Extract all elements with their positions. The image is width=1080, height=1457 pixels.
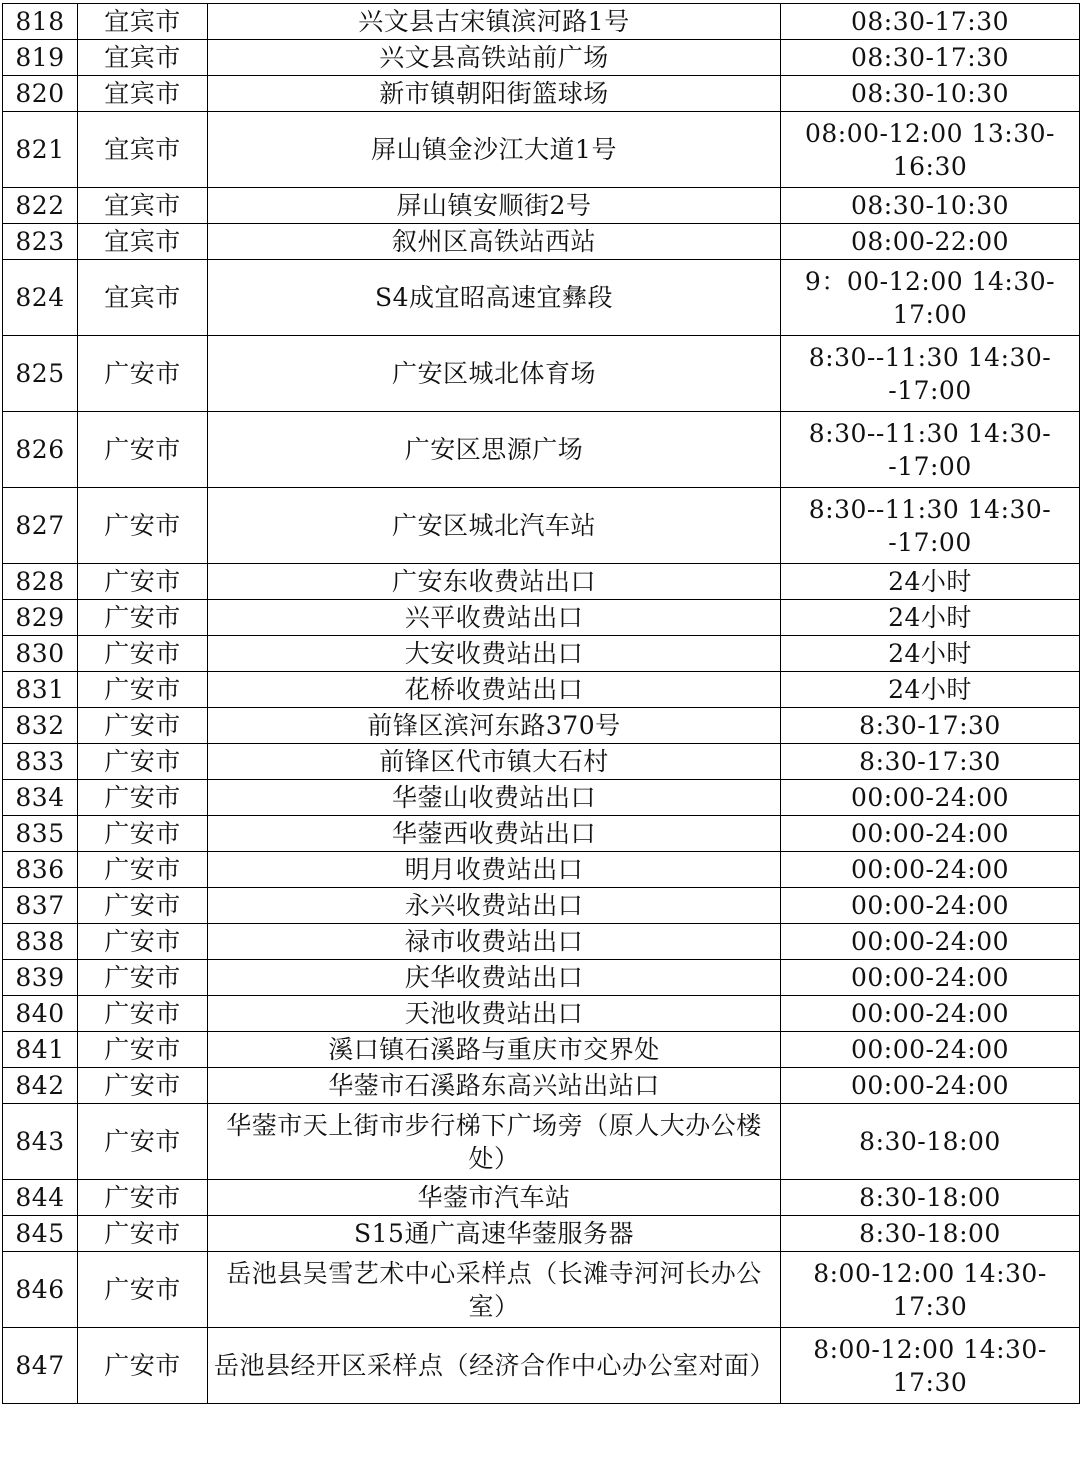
table-row	[3, 224, 1080, 260]
table-row	[3, 1216, 1080, 1252]
site-cell: 屏山镇金沙江大道1号	[208, 112, 781, 188]
site-cell: 广安区思源广场	[208, 412, 781, 488]
table-row	[3, 960, 1080, 996]
table-row	[3, 708, 1080, 744]
table-row	[3, 888, 1080, 924]
hours-cell: 00:00-24:00	[781, 852, 1080, 888]
city-cell: 广安市	[78, 1252, 208, 1328]
row-number-cell: 830	[3, 636, 78, 672]
hours-cell: 08:30-17:30	[781, 4, 1080, 40]
city-cell: 广安市	[78, 488, 208, 564]
city-cell: 广安市	[78, 636, 208, 672]
hours-cell: 8:30-18:00	[781, 1216, 1080, 1252]
row-number-cell: 820	[3, 76, 78, 112]
hours-cell: 08:00-22:00	[781, 224, 1080, 260]
site-cell: 新市镇朝阳街篮球场	[208, 76, 781, 112]
site-cell: 大安收费站出口	[208, 636, 781, 672]
row-number-cell: 840	[3, 996, 78, 1032]
city-cell: 宜宾市	[78, 188, 208, 224]
city-cell: 广安市	[78, 960, 208, 996]
row-number-cell: 846	[3, 1252, 78, 1328]
row-number-cell: 844	[3, 1180, 78, 1216]
row-number-cell: 823	[3, 224, 78, 260]
table-row	[3, 1328, 1080, 1404]
site-cell: 岳池县吴雪艺术中心采样点（长滩寺河河长办公室）	[208, 1252, 781, 1328]
city-cell: 广安市	[78, 600, 208, 636]
hours-cell: 24小时	[781, 672, 1080, 708]
site-cell: 兴平收费站出口	[208, 600, 781, 636]
site-cell: 溪口镇石溪路与重庆市交界处	[208, 1032, 781, 1068]
table-row	[3, 564, 1080, 600]
hours-cell: 00:00-24:00	[781, 1032, 1080, 1068]
city-cell: 广安市	[78, 412, 208, 488]
table-row	[3, 816, 1080, 852]
site-cell: 禄市收费站出口	[208, 924, 781, 960]
row-number-cell: 843	[3, 1104, 78, 1180]
site-cell: 明月收费站出口	[208, 852, 781, 888]
table-row	[3, 4, 1080, 40]
row-number-cell: 847	[3, 1328, 78, 1404]
hours-cell: 00:00-24:00	[781, 888, 1080, 924]
city-cell: 广安市	[78, 1068, 208, 1104]
hours-cell: 24小时	[781, 564, 1080, 600]
row-number-cell: 822	[3, 188, 78, 224]
site-cell: 兴文县高铁站前广场	[208, 40, 781, 76]
row-number-cell: 841	[3, 1032, 78, 1068]
table-row	[3, 76, 1080, 112]
table-row	[3, 1104, 1080, 1180]
table-row	[3, 188, 1080, 224]
table-row	[3, 1032, 1080, 1068]
hours-cell: 00:00-24:00	[781, 996, 1080, 1032]
table-row	[3, 996, 1080, 1032]
city-cell: 广安市	[78, 1180, 208, 1216]
city-cell: 宜宾市	[78, 112, 208, 188]
hours-cell: 24小时	[781, 636, 1080, 672]
hours-cell: 00:00-24:00	[781, 960, 1080, 996]
hours-cell: 8:30--11:30 14:30--17:00	[781, 336, 1080, 412]
row-number-cell: 832	[3, 708, 78, 744]
row-number-cell: 836	[3, 852, 78, 888]
hours-cell: 00:00-24:00	[781, 924, 1080, 960]
hours-cell: 08:30-10:30	[781, 188, 1080, 224]
hours-cell: 8:00-12:00 14:30-17:30	[781, 1328, 1080, 1404]
row-number-cell: 835	[3, 816, 78, 852]
site-cell: 兴文县古宋镇滨河路1号	[208, 4, 781, 40]
hours-cell: 00:00-24:00	[781, 780, 1080, 816]
row-number-cell: 825	[3, 336, 78, 412]
row-number-cell: 824	[3, 260, 78, 336]
sampling-sites-table	[2, 3, 1080, 1404]
site-cell: 屏山镇安顺街2号	[208, 188, 781, 224]
hours-cell: 8:30-18:00	[781, 1180, 1080, 1216]
site-cell: 华蓥市汽车站	[208, 1180, 781, 1216]
table-row	[3, 852, 1080, 888]
hours-cell: 08:00-12:00 13:30-16:30	[781, 112, 1080, 188]
hours-cell: 24小时	[781, 600, 1080, 636]
table-row	[3, 40, 1080, 76]
hours-cell: 9：00-12:00 14:30-17:00	[781, 260, 1080, 336]
city-cell: 广安市	[78, 1104, 208, 1180]
hours-cell: 8:30--11:30 14:30--17:00	[781, 412, 1080, 488]
city-cell: 广安市	[78, 744, 208, 780]
row-number-cell: 826	[3, 412, 78, 488]
table-row	[3, 744, 1080, 780]
site-cell: 广安区城北体育场	[208, 336, 781, 412]
hours-cell: 00:00-24:00	[781, 1068, 1080, 1104]
table-row	[3, 600, 1080, 636]
city-cell: 宜宾市	[78, 224, 208, 260]
hours-cell: 8:30-18:00	[781, 1104, 1080, 1180]
hours-cell: 00:00-24:00	[781, 816, 1080, 852]
city-cell: 宜宾市	[78, 260, 208, 336]
site-cell: S15通广高速华蓥服务器	[208, 1216, 781, 1252]
table-row	[3, 780, 1080, 816]
city-cell: 广安市	[78, 816, 208, 852]
site-cell: 广安区城北汽车站	[208, 488, 781, 564]
site-cell: 华蓥山收费站出口	[208, 780, 781, 816]
table-row	[3, 112, 1080, 188]
row-number-cell: 842	[3, 1068, 78, 1104]
city-cell: 广安市	[78, 888, 208, 924]
site-cell: 叙州区高铁站西站	[208, 224, 781, 260]
row-number-cell: 833	[3, 744, 78, 780]
city-cell: 广安市	[78, 336, 208, 412]
hours-cell: 8:30-17:30	[781, 708, 1080, 744]
city-cell: 广安市	[78, 996, 208, 1032]
hours-cell: 08:30-17:30	[781, 40, 1080, 76]
table-row	[3, 336, 1080, 412]
site-cell: 前锋区滨河东路370号	[208, 708, 781, 744]
table-row	[3, 412, 1080, 488]
hours-cell: 8:00-12:00 14:30-17:30	[781, 1252, 1080, 1328]
site-cell: S4成宜昭高速宜彝段	[208, 260, 781, 336]
city-cell: 广安市	[78, 852, 208, 888]
table-row	[3, 672, 1080, 708]
table-row	[3, 488, 1080, 564]
city-cell: 广安市	[78, 1328, 208, 1404]
table-row	[3, 1068, 1080, 1104]
row-number-cell: 845	[3, 1216, 78, 1252]
table-body	[3, 4, 1080, 1404]
city-cell: 广安市	[78, 564, 208, 600]
table-row	[3, 1252, 1080, 1328]
table-row	[3, 260, 1080, 336]
site-cell: 岳池县经开区采样点（经济合作中心办公室对面）	[208, 1328, 781, 1404]
row-number-cell: 839	[3, 960, 78, 996]
row-number-cell: 821	[3, 112, 78, 188]
row-number-cell: 838	[3, 924, 78, 960]
row-number-cell: 828	[3, 564, 78, 600]
row-number-cell: 837	[3, 888, 78, 924]
table-row	[3, 636, 1080, 672]
city-cell: 宜宾市	[78, 4, 208, 40]
city-cell: 广安市	[78, 672, 208, 708]
row-number-cell: 831	[3, 672, 78, 708]
city-cell: 宜宾市	[78, 40, 208, 76]
site-cell: 华蓥西收费站出口	[208, 816, 781, 852]
hours-cell: 08:30-10:30	[781, 76, 1080, 112]
table-row	[3, 1180, 1080, 1216]
site-cell: 永兴收费站出口	[208, 888, 781, 924]
hours-cell: 8:30-17:30	[781, 744, 1080, 780]
site-cell: 庆华收费站出口	[208, 960, 781, 996]
row-number-cell: 827	[3, 488, 78, 564]
city-cell: 广安市	[78, 1032, 208, 1068]
city-cell: 广安市	[78, 708, 208, 744]
row-number-cell: 834	[3, 780, 78, 816]
row-number-cell: 819	[3, 40, 78, 76]
site-cell: 广安东收费站出口	[208, 564, 781, 600]
city-cell: 广安市	[78, 780, 208, 816]
city-cell: 宜宾市	[78, 76, 208, 112]
site-cell: 华蓥市天上街市步行梯下广场旁（原人大办公楼处）	[208, 1104, 781, 1180]
site-cell: 花桥收费站出口	[208, 672, 781, 708]
site-cell: 前锋区代市镇大石村	[208, 744, 781, 780]
row-number-cell: 818	[3, 4, 78, 40]
hours-cell: 8:30--11:30 14:30--17:00	[781, 488, 1080, 564]
city-cell: 广安市	[78, 1216, 208, 1252]
city-cell: 广安市	[78, 924, 208, 960]
table-row	[3, 924, 1080, 960]
row-number-cell: 829	[3, 600, 78, 636]
site-cell: 华蓥市石溪路东高兴站出站口	[208, 1068, 781, 1104]
site-cell: 天池收费站出口	[208, 996, 781, 1032]
